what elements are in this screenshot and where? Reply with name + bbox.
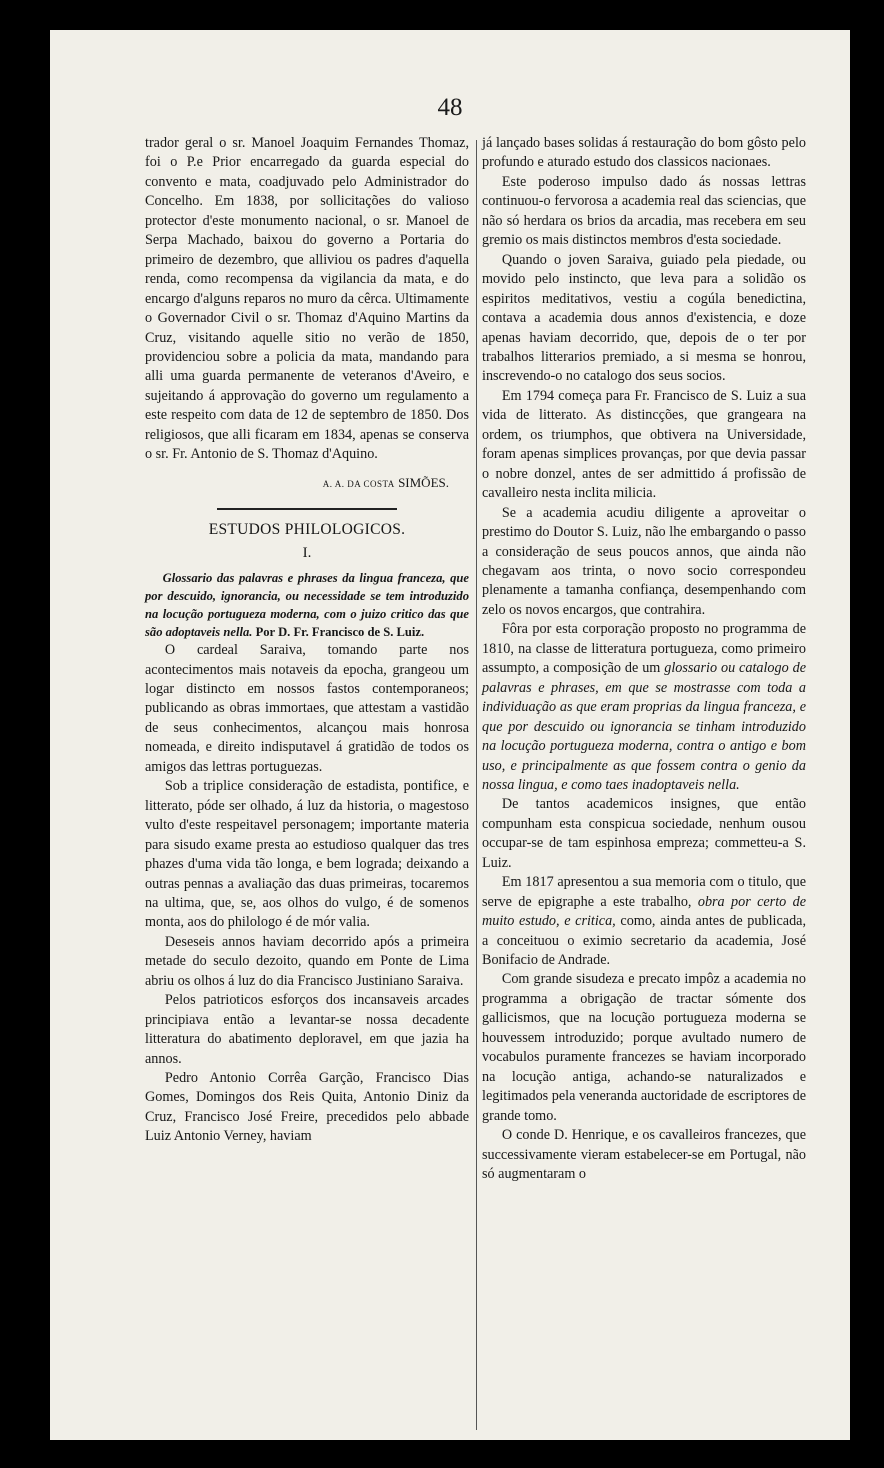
paragraph: Este poderoso impulso dado ás nossas lettras continuou-o fervorosa a academia real das sciencias, que não só herdara os brios da arcadia, mas recebera em seu gremio os mais distinctos membros d'esta sociedade. (482, 173, 806, 249)
paragraph: O conde D. Henrique, e os cavalleiros francezes, que successivamente vieram estabelecer-se em Portugal, não só augmentaram o (482, 1127, 806, 1183)
author-signature (145, 473, 449, 494)
paragraph-text: Fôra por esta corporação proposto no programma de 1810, na classe de litteratura portugueza, como primeiro assumpto, a composição de um (482, 621, 806, 677)
section-title: ESTUDOS PHILOLOGICOS. (208, 521, 406, 539)
paragraph: O cardeal Saraiva, tomando parte nos acontecimentos mais notaveis da epocha, grangeou um logar distincto em nossos fastos contemporaneos; publicando as obras immortaes, que attestam a vastidão de seus conhecimentos, alcançou mais honrosa nomeada, e direito indisputavel á gratidão de todos os amigos das lettras portuguezas. (145, 642, 469, 775)
paragraph: Deseseis annos haviam decorrido após a primeira metade do seculo dezoito, quando em Ponte de Lima abriu os olhos á luz do dia Francisco Justiniano Saraiva. (145, 933, 469, 989)
paragraph: já lançado bases solidas á restauração do bom gôsto pelo profundo e aturado estudo dos classicos nacionaes. (482, 135, 806, 171)
left-column (145, 134, 469, 1147)
glossary-title-text: Glossario das palavras e phrases da lingua franceza, que por descuido, ignorancia, ou necessidade se tem introduzido na locução portugueza moderna, com o juizo critico das que são adoptaveis nella. (145, 571, 469, 640)
column-divider (476, 140, 477, 1430)
paragraph-italic-text: obra por certo de muito estudo, e critica, (482, 893, 806, 930)
paragraph: Quando o joven Saraiva, guiado pela piedade, ou movido pelo instincto, que leva para a solidão os espiritos meditativos, vestiu a cogúla benedictina, contava a academia dous annos d'existencia, e doze apenas haviam decorrido, que, depois de o ter por trabalhos litterarios premiado, a si mesma se honrou, inscrevendo-o no catalogo dos seus socios. (482, 251, 806, 385)
paragraph-italic-text: glossario ou catalogo de palavras e phrases, em que se mostrasse com toda a individuação as que eram proprias da lingua franceza, e que por descuido ou ignorancia se tinham introduzido na locução portugueza moderna, contra o antigo e bom uso, e principalmente as que fossem contra o genio da nossa lingua, e como taes inadoptaveis nella. (482, 660, 807, 793)
paragraph: Pelos patrioticos esforços dos incansaveis arcades principiava então a levantar-se nossa decadente litteratura do abatimento deploravel, em que jazia ha annos. (145, 992, 469, 1067)
paragraph: trador geral o sr. Manoel Joaquim Fernandes Thomaz, foi o P.e Prior encarregado da guarda especial do convento e mata, coadjuvado pelo Administrador do Concelho. Em 1838, por sollicitações do valioso protector d'este monumento nacional, o sr. Manoel de Serpa Machado, baixou do governo a Portaria do primeiro de dezembro, que alliviou os padres d'aquella renda, como recompensa da vigilancia da mata, e do encargo d'alguns reparos no muro da cêrca. Ultimamente o Governador Civil o sr. Thomaz d'Aquino Martins da Cruz, visitando aquelle sitio no verão de 1850, providenciou sobre a policia da mata, mandando para alli uma guarda permanente de veteranos d'Aveiro, e sujeitando á approvação do governo um regulamento a este respeito com data de 12 de septembro de 1850. Dos religiosos, que alli ficaram em 1834, apenas se conserva o sr. Fr. Antonio de S. Thomaz d'Aquino. (145, 135, 469, 463)
paragraph (482, 873, 806, 970)
right-column (482, 134, 806, 1184)
glossary-author: Por D. Fr. Francisco de S. Luiz. (255, 625, 425, 640)
paragraph: Em 1794 começa para Fr. Francisco de S. Luiz a sua vida de litterato. As distincções, que grangeara na ordem, os triumphos, que obtivera na Universidade, foram apenas simplices provanças, por que devia passar o nobre donzel, antes de ser admittido á profissão de cavalleiro nesta inclita milicia. (482, 387, 806, 502)
page-number: 48 (437, 94, 463, 121)
paragraph-text: Em 1817 apresentou a sua memoria com o titulo, que serve de epigraphe a este trabalho, (482, 874, 806, 910)
paragraph: Pedro Antonio Corrêa Garção, Francisco Dias Gomes, Domingos dos Reis Quita, Antonio Diniz da Cruz, Francisco José Freire, precedidos pelo abbade Luiz Antonio Verney, haviam (145, 1070, 469, 1145)
paragraph: Com grande sisudeza e precato impôz a academia no programma a obrigação de tractar sómente dos gallicismos, que na locução portugueza moderna se houvessem introduzido; porque avultado numero de vocabulos puramente francezes se haviam incorporado na locução antiga, achando-se naturalizados e legitimados pela veneranda auctoridade de escriptores de grande tomo. (482, 971, 806, 1124)
signature-initials: A. A. DA COSTA (322, 478, 395, 489)
paragraph-text: como, ainda antes de publicada, a conceituou o eximio secretario da academia, José Bonifacio de Andrade. (482, 913, 807, 969)
section-number: I. (302, 544, 312, 561)
signature-name: SIMÕES. (398, 474, 449, 490)
book-page (50, 30, 850, 1440)
paragraph (482, 620, 806, 795)
paragraph: De tantos academicos insignes, que então compunham esta conspicua sociedade, nenhum ousou occupar-se de tam espinhosa empreza; commetteu-a S. Luiz. (482, 796, 806, 871)
paragraph: Sob a triplice consideração de estadista, pontifice, e litterato, póde ser olhado, á luz da historia, o magestoso vulto d'este respeitavel personagem; importante materia para sisudo exame presta ao estudioso qualquer das tres phazes d'uma vida tão longa, e bem lograda; deixando a outras pennas a avaliação das duas primeiras, tocaremos na ultima, que, se, aos olhos do vulgo, é de somenos monta, aos do philologo é de mór valia. (145, 778, 469, 931)
section-rule (217, 508, 397, 510)
glossary-title (145, 569, 469, 641)
paragraph: Se a academia acudiu diligente a aproveitar o prestimo do Doutor S. Luiz, não lhe embargando o passo a consideração de seus poucos annos, que ainda não chegavam aos trinta, o novo socio correspondeu plenamente a tamanha confiança, desempenhando com zelo os novos encargos, que contrahira. (482, 504, 806, 618)
